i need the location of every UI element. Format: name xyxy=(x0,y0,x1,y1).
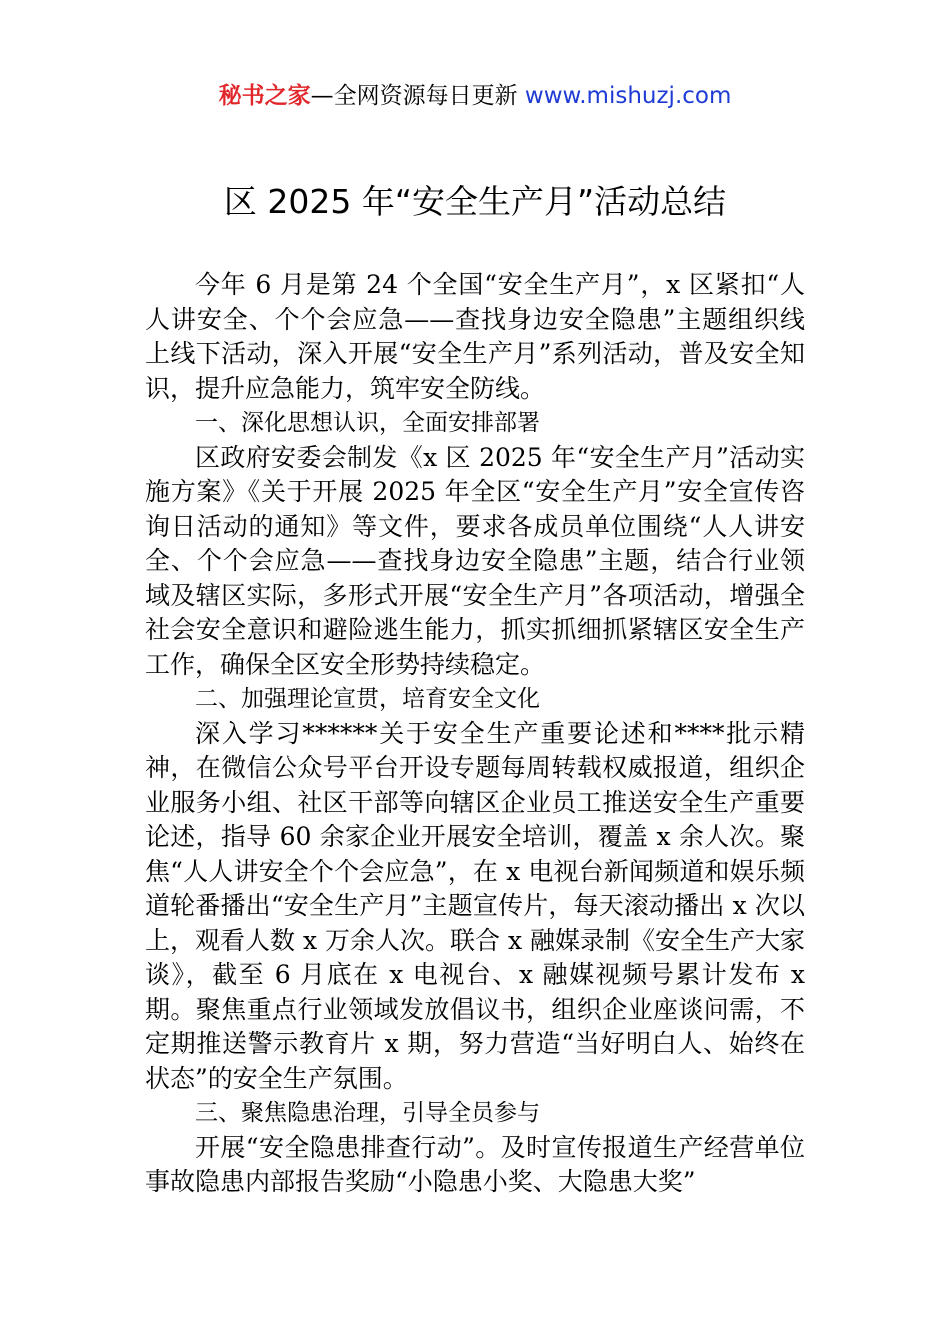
section-heading-3: 三、聚焦隐患治理，引导全员参与 xyxy=(195,1100,540,1126)
paragraph-intro: 今年 6 月是第 24 个全国“安全生产月”，x 区紧扣“人人讲安全、个个会应急——查找身边安全隐患”主题组织线上线下活动，深入开展“安全生产月”系列活动，普及安全知识，提升应急能力，筑牢安全防线。 xyxy=(145,270,805,403)
site-slogan: —全网资源每日更新 xyxy=(310,83,518,109)
section-heading-1: 一、深化思想认识，全面安排部署 xyxy=(195,410,540,436)
paragraph-section-2: 深入学习******关于安全生产重要论述和****批示精神，在微信公众号平台开设专题每周转载权威报道，组织企业服务小组、社区干部等向辖区企业员工推送安全生产重要论述，指导 60 余家企业开展安全培训，覆盖 x 余人次。聚焦“人人讲安全个个会应急”，在 x 电视台新闻频道和娱乐频道轮番播出“安全生产月”主题宣传片，每天滚动播出 x 次以上，观看人数 x 万余人次。联合 x 融媒录制《安全生产大家谈》，截至 6 月底在 x 电视台、x 融媒视频号累计发布 x 期。聚焦重点行业领域发放倡议书，组织企业座谈问需，不定期推送警示教育片 x 期，努力营造“当好明白人、始终在状态”的安全生产氛围。 xyxy=(145,718,805,1093)
paragraph-section-3: 开展“安全隐患排查行动”。及时宣传报道生产经营单位事故隐患内部报告奖励“小隐患小奖、大隐患大奖” xyxy=(145,1132,805,1196)
site-banner xyxy=(0,80,950,112)
site-url-link[interactable]: www.mishuzj.com xyxy=(524,83,732,109)
document-body xyxy=(145,268,805,1200)
site-name: 秘书之家 xyxy=(218,83,311,109)
paragraph-section-1: 区政府安委会制发《x 区 2025 年“安全生产月”活动实施方案》《关于开展 2025 年全区“安全生产月”安全宣传咨询日活动的通知》等文件，要求各成员单位围绕“人人讲安全、个个会应急——查找身边安全隐患”主题，结合行业领域及辖区实际，多形式开展“安全生产月”各项活动，增强全社会安全意识和避险逃生能力，抓实抓细抓紧辖区安全生产工作，确保全区安全形势持续稳定。 xyxy=(145,442,805,679)
document-title: 区 2025 年“安全生产月”活动总结 xyxy=(223,182,727,221)
section-heading-2: 二、加强理论宣贯，培育安全文化 xyxy=(195,686,540,712)
